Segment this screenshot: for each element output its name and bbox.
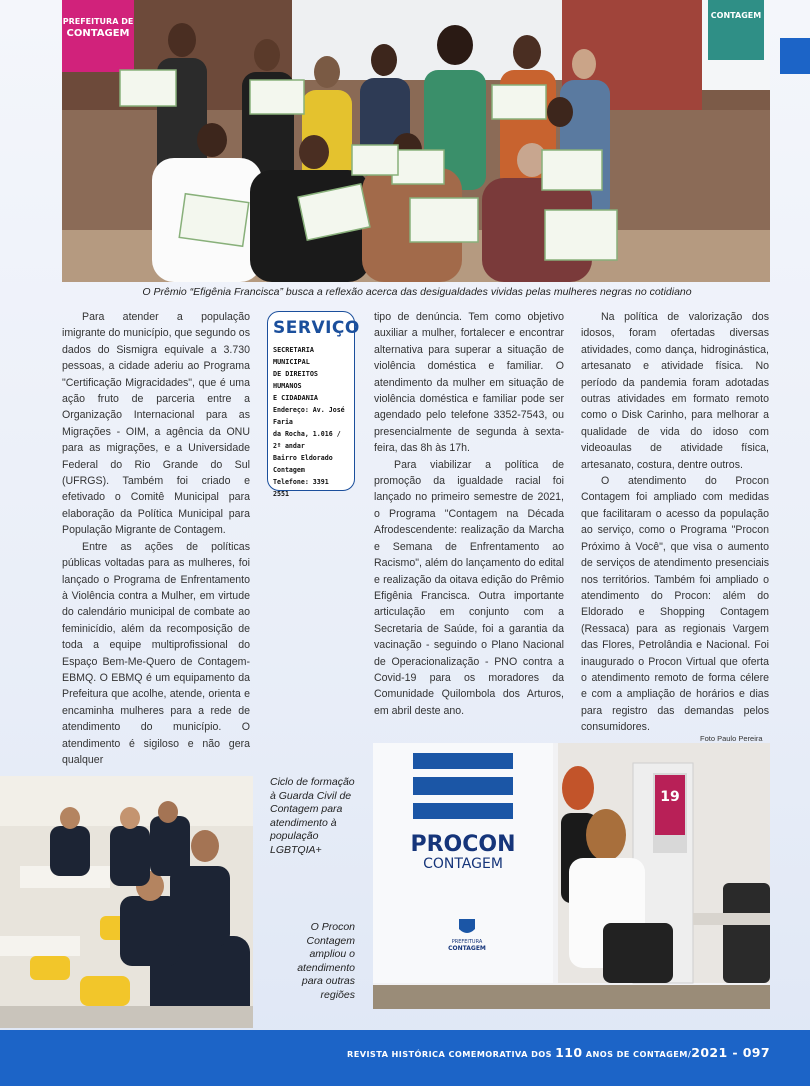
servico-line-5: da Rocha, 1.016 / 2º andar — [273, 429, 341, 450]
page-footer — [0, 1030, 810, 1086]
footer-suffix: ANOS DE CONTAGEM/ — [582, 1049, 692, 1059]
servico-line-7: Contagem — [273, 465, 305, 474]
servico-line-8: Telefone: 3391 2551 — [273, 477, 329, 498]
servico-title: SERVIÇO — [273, 318, 360, 338]
footer-page-number: 2021 - 097 — [691, 1045, 770, 1060]
procon-logo-text-2: CONTAGEM — [423, 856, 503, 872]
servico-line-1: SECRETARIA MUNICIPAL — [273, 345, 314, 366]
col4-paragraph-1: Na política de valorização dos idosos, foram ofertadas diversas atividades, como dança, hidroginástica, artesanato e atividade física. No período da pandemia foram adotadas outras atividades em formato remoto como o Disk Carinho, para melhorar a qualidade de vida do idoso com videoaulas de atividade física, artesanato, costura, dentre outros. — [581, 311, 769, 471]
guarda-civil-photo — [0, 776, 253, 1028]
procon-small-text-a: PREFEITURA — [451, 939, 483, 945]
page-edge-tab — [780, 38, 810, 74]
award-photo — [62, 0, 770, 282]
prefeitura-banner-text-b: CONTAGEM — [66, 28, 130, 39]
column-4 — [581, 309, 769, 736]
col1-paragraph-1: Para atender a população imigrante do município, que segundo os dados do Sismigra equivale a 3.730 pessoas, a cidade aderiu ao Programa "Certificação Migracidades", que é uma ação fruto de parceria entre a Organização Internacional para as Migrações - OIM, a agência da ONU para as migrações, e a Universidade Federal do Rio Grande do Sul (UFRGS). Também foi criado e efetivado o Comitê Municipal para elaboração da Política Municipal para População Migrante de Contagem. — [62, 311, 250, 537]
prefeitura-banner-right-text: CONTAGEM — [710, 11, 762, 20]
procon-caption: O Procon Contagem ampliou o atendimento para outras regiões — [297, 921, 355, 1001]
procon-photo — [373, 743, 770, 1009]
servico-line-6: Bairro Eldorado — [273, 453, 333, 462]
prefeitura-banner-text-a: PREFEITURA DE — [62, 17, 134, 26]
footer-prefix: REVISTA HISTÓRICA COMEMORATIVA DOS — [347, 1049, 556, 1059]
col3-paragraph-2: Para viabilizar a política de promoção da igualdade racial foi lançado no primeiro semestre de 2021, o Programa "Contagem na Década Afrodescendente: realização da Marcha e Semana de Enfrentamento ao Racismo", além do lançamento do edital e realização da oitava edição do Prêmio Efigênia Francisca. Outra importante articulação em conjunto com a Secretaria de Saúde, foi a garantia da vacinação - seguindo o Plano Nacional de Operacionalização - PNO contra a Covid-19 para os moradores da Comunidade Quilombola dos Arturos, em abril deste ano. — [374, 458, 564, 717]
column-3 — [374, 309, 564, 719]
col1-paragraph-2: Entre as ações de políticas públicas voltadas para as mulheres, foi lançado o Programa de Enfrentamento à Violência contra a Mulher, em virtude do calendário municipal de combate ao feminicídio, além da recomposição de toda a equipe multiprofissional do Espaço Bem-Me-Quero de Contagem-EBMQ. O EBMQ é um equipamento da Prefeitura que acolhe, atende, orienta e encaminha mulheres para a rede de atendimento do município. O atendimento é sigiloso e não gera qualquer — [62, 540, 250, 766]
servico-box — [267, 311, 360, 498]
servico-line-4: Endereço: Av. José Faria — [273, 405, 345, 426]
procon-small-text-b: CONTAGEM — [448, 945, 486, 952]
photo-credit: Foto Paulo Pereira — [700, 734, 763, 743]
col4-paragraph-2: O atendimento do Procon Contagem foi ampliado com medidas que facilitaram o acesso da população ao serviço, como o Programa "Procon Próximo à Você", que visa o aumento de serviços de atendimento presenciais nos territórios. Também foi ampliado o atendimento do Procon: além do Eldorado e Shopping Contagem (Ressaca) para as regionais Vargem das Flores, Petrolândia e Nacional. Foi inaugurado o Procon Virtual que oferta o atendimento remoto de forma célere e com a ampliação de horários e dias para registro das demandas pelos consumidores. — [581, 475, 769, 734]
col3-paragraph-1: tipo de denúncia. Tem como objetivo auxiliar a mulher, fortalecer e encontrar alternativa para superar a situação de violência doméstica e familiar. O atendimento da mulher em situação de violência doméstica e familiar pode ser agendado pelo telefone 3352-7543, ou presencialmente de segunda à sexta-feira, das 8h às 17h. — [374, 311, 564, 455]
column-1 — [62, 309, 250, 768]
servico-line-3: E CIDADANIA — [273, 393, 319, 402]
servico-line-2: DE DIREITOS HUMANOS — [273, 369, 319, 390]
guarda-civil-caption: Ciclo de formação à Guarda Civil de Contagem para atendimento à população LGBTQIA+ — [270, 776, 355, 856]
procon-logo-text-1: PROCON — [410, 832, 516, 857]
footer-years: 110 — [555, 1045, 583, 1060]
footer-text — [347, 1045, 770, 1060]
booth-number: 19 — [660, 789, 680, 805]
top-photo-caption: O Prêmio “Efigênia Francisca” busca a reflexão acerca das desigualdades vividas pelas mulheres negras no cotidiano — [142, 286, 692, 298]
